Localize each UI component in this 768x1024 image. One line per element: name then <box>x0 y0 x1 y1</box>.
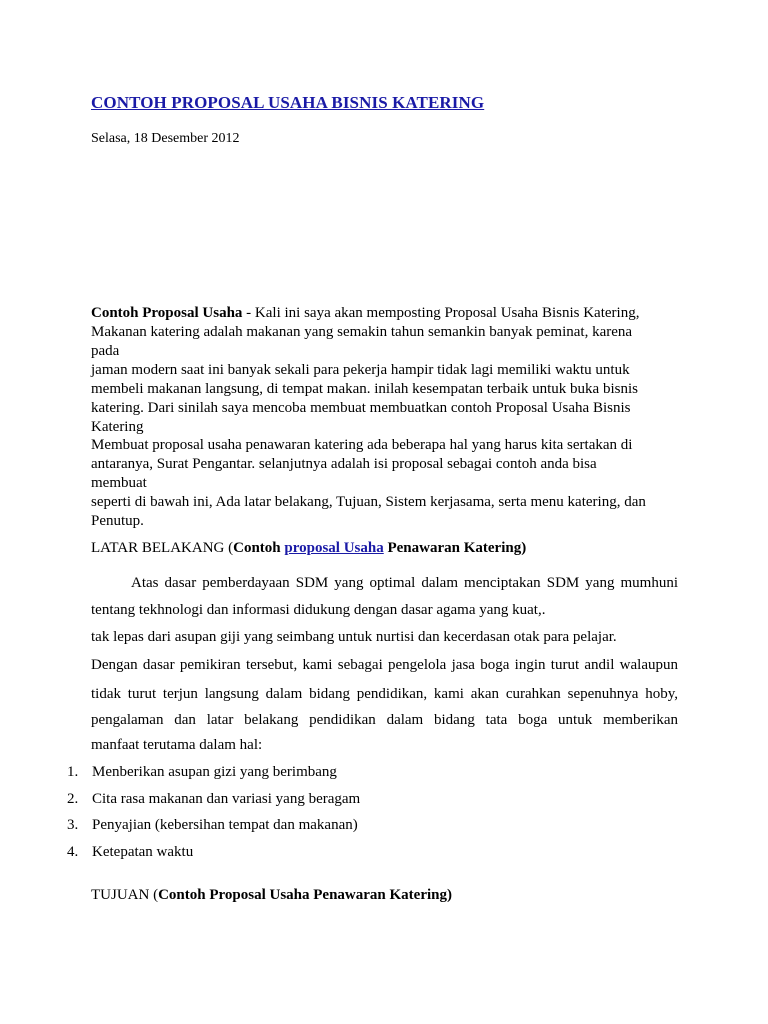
tujuan-heading <box>91 887 452 904</box>
body-line: tentang tekhnologi dan informasi didukung dengan dasar agama yang kuat,. <box>91 602 546 618</box>
list-item <box>67 764 337 781</box>
heading-bold: Penawaran Katering <box>383 540 522 556</box>
latar-belakang-heading <box>91 540 526 557</box>
body-line: Atas dasar pemberdayaan SDM yang optimal dalam menciptakan SDM yang mumhuni <box>131 575 678 591</box>
body-line: tidak turut terjun langsung dalam bidang pendidikan, kami akan curahkan sepenuhnya hoby, <box>91 686 678 702</box>
paragraph-line: antaranya, Surat Pengantar. selanjutnya adalah isi proposal sebagai contoh anda bisa membuat <box>91 456 597 491</box>
intro-line: katering. Dari sinilah saya mencoba membuat membuatkan contoh Proposal Usaha Bisnis <box>91 400 631 416</box>
paragraph-line: Penutup. <box>91 513 144 529</box>
heading-suffix: ) <box>446 887 452 903</box>
list-number: 4. <box>67 844 79 860</box>
proposal-usaha-link[interactable]: proposal Usaha <box>284 540 384 556</box>
post-date: Selasa, 18 Desember 2012 <box>91 131 240 146</box>
body-line: tak lepas dari asupan giji yang seimbang untuk nurtisi dan kecerdasan otak para pelajar. <box>91 629 617 645</box>
heading-bold: Contoh Proposal Usaha Penawaran Katering <box>158 887 447 903</box>
heading-suffix: ) <box>521 540 527 556</box>
list-number: 3. <box>67 817 79 833</box>
body-line: Dengan dasar pemikiran tersebut, kami sebagai pengelola jasa boga ingin turut andil walaupun <box>91 657 678 673</box>
body-line: pengalaman dan latar belakang pendidikan dalam bidang tata boga untuk memberikan <box>91 712 678 728</box>
list-text: Penyajian (kebersihan tempat dan makanan) <box>92 817 358 833</box>
intro-line: membeli makanan langsung, di tempat makan. inilah kesempatan terbaik untuk buka bisnis <box>91 381 638 397</box>
list-text: Ketepatan waktu <box>92 844 194 860</box>
paragraph-line: seperti di bawah ini, Ada latar belakang, Tujuan, Sistem kerjasama, serta menu katering, dan <box>91 494 646 510</box>
body-line: manfaat terutama dalam hal: <box>91 737 263 753</box>
heading-bold: Contoh <box>233 540 285 556</box>
list-number: 2. <box>67 791 79 807</box>
page-title-link[interactable]: CONTOH PROPOSAL USAHA BISNIS KATERING <box>91 93 485 112</box>
second-paragraph <box>91 436 651 531</box>
intro-line: - Kali ini saya akan memposting Proposal Usaha Bisnis Katering, <box>242 305 640 321</box>
list-item <box>67 844 193 861</box>
intro-paragraph <box>91 304 651 437</box>
intro-line: jaman modern saat ini banyak sekali para pekerja hampir tidak lagi memiliki waktu untuk <box>91 362 630 378</box>
intro-line: Makanan katering adalah makanan yang semakin tahun semankin banyak peminat, karena pada <box>91 324 633 359</box>
intro-lead: Contoh Proposal Usaha <box>91 305 243 321</box>
list-number: 1. <box>67 764 79 780</box>
list-text: Cita rasa makanan dan variasi yang beragam <box>92 791 361 807</box>
heading-prefix: TUJUAN ( <box>91 887 159 903</box>
list-item <box>67 817 358 834</box>
intro-line: Katering <box>91 419 144 435</box>
list-item <box>67 791 360 808</box>
heading-prefix: LATAR BELAKANG ( <box>91 540 234 556</box>
list-text: Menberikan asupan gizi yang berimbang <box>92 764 337 780</box>
paragraph-line: Membuat proposal usaha penawaran katering ada beberapa hal yang harus kita sertakan di <box>91 437 633 453</box>
